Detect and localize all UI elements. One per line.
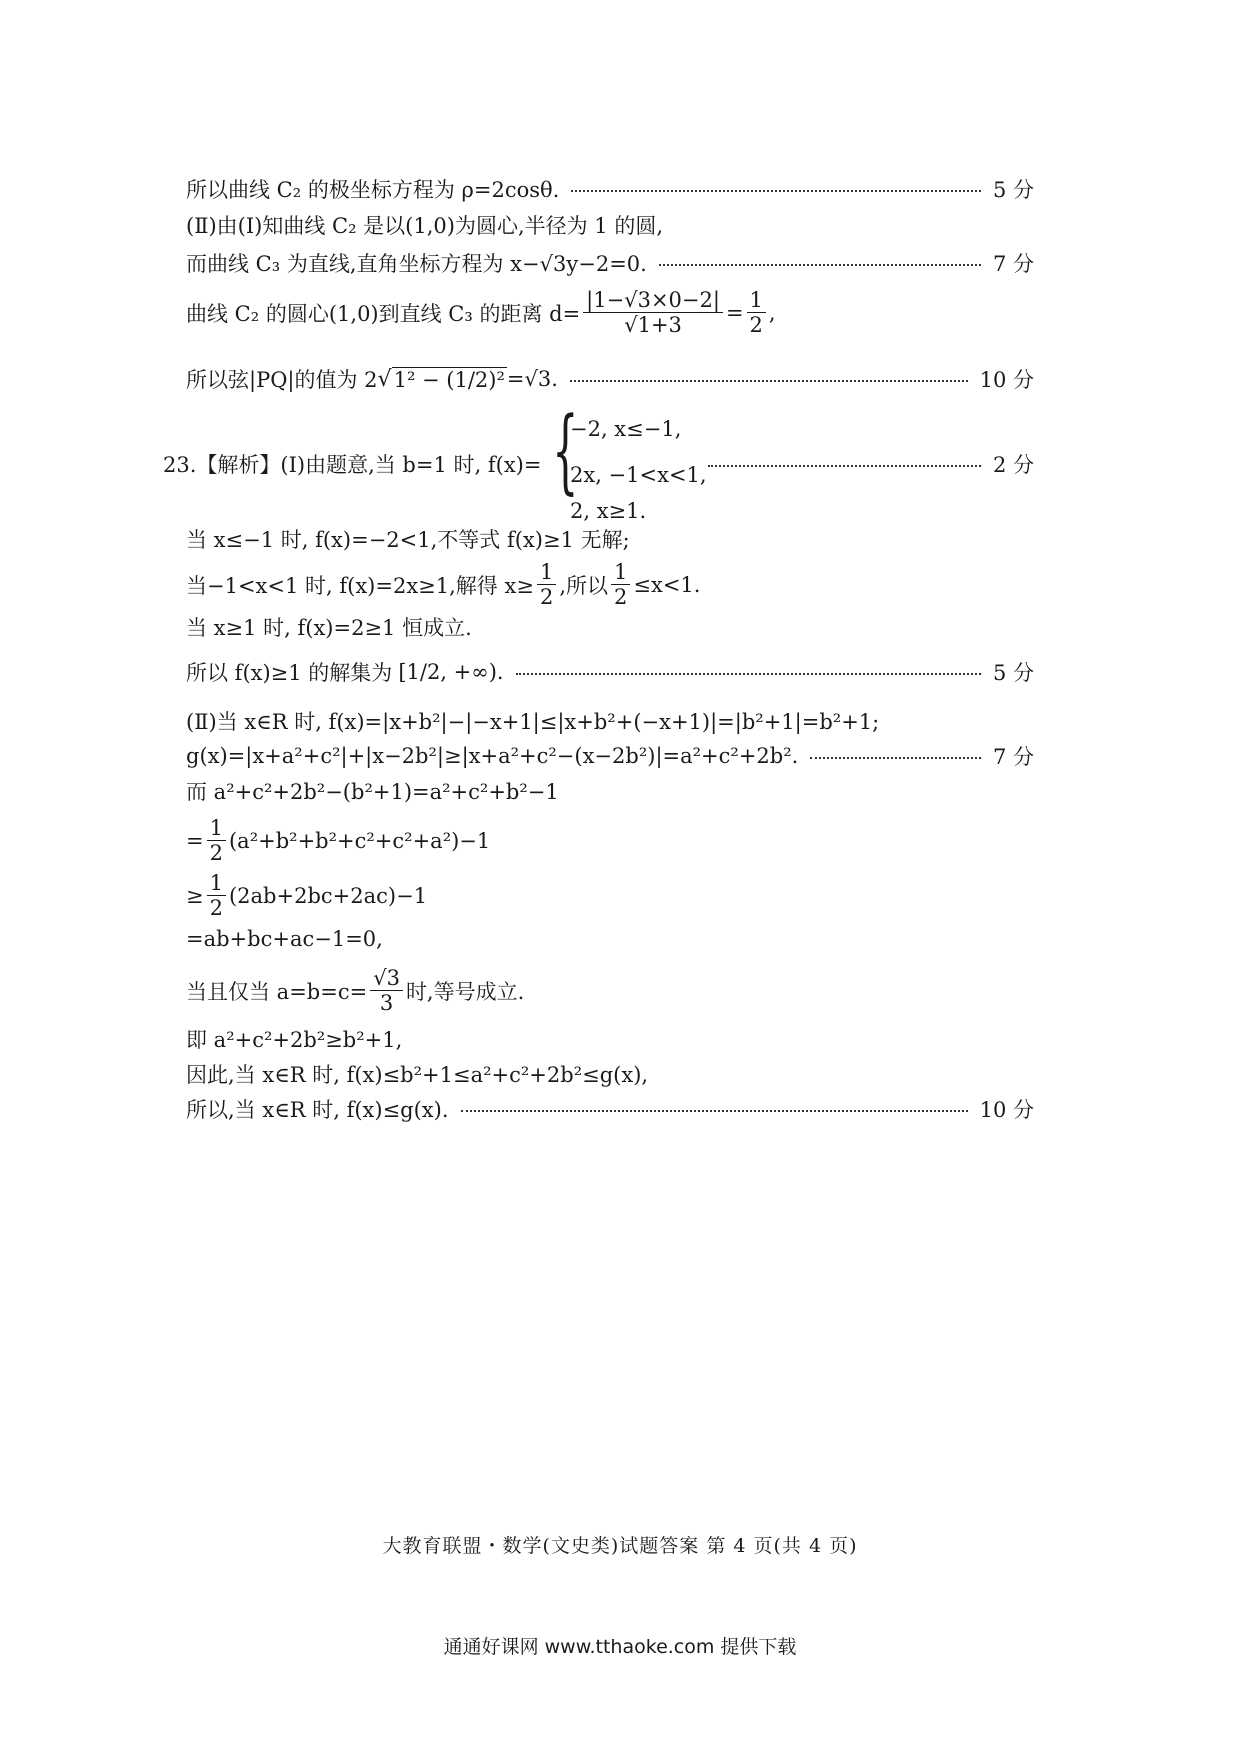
score-label: 7 分 xyxy=(992,252,1034,276)
answer-tail: ≤x<1. xyxy=(633,572,701,597)
score-label: 10 分 xyxy=(979,1098,1034,1122)
question-label: 23.【解析】(Ⅰ)由题意,当 b=1 时, f(x)= xyxy=(163,453,542,477)
fraction xyxy=(370,966,403,1015)
answer-tail: (2ab+2bc+2ac)−1 xyxy=(228,883,428,908)
answer-text: ≥ xyxy=(186,883,204,908)
fraction-numerator: 1 xyxy=(207,871,226,896)
answer-text: ,所以 xyxy=(559,573,608,598)
formula-prefix: 曲线 C₂ 的圆心(1,0)到直线 C₃ 的距离 d= xyxy=(186,301,581,326)
fraction-denominator: 2 xyxy=(209,841,223,866)
answer-line: 而 a²+c²+2b²−(b²+1)=a²+c²+b²−1 xyxy=(186,780,559,804)
score-label: 7 分 xyxy=(992,745,1034,769)
case-row: 2, x≥1. xyxy=(570,499,647,523)
case-row: 2x, −1<x<1, xyxy=(570,463,707,487)
score-label: 2 分 xyxy=(992,453,1034,477)
answer-text: 而曲线 C₃ 为直线,直角坐标方程为 x−√3y−2=0. xyxy=(186,252,647,276)
sqrt-sign: √ xyxy=(377,366,392,392)
leader-dots xyxy=(516,673,981,675)
answer-line: 即 a²+c²+2b²≥b²+1, xyxy=(186,1028,403,1052)
answer-line: (Ⅱ)由(Ⅰ)知曲线 C₂ 是以(1,0)为圆心,半径为 1 的圆, xyxy=(186,214,664,238)
score-label: 5 分 xyxy=(992,661,1034,685)
leader-dots xyxy=(571,190,981,192)
answer-line xyxy=(186,816,490,865)
fraction-denominator: √1+3 xyxy=(624,313,682,338)
case-row: −2, x≤−1, xyxy=(570,417,682,441)
equals-sign: = xyxy=(725,300,744,325)
score-label: 10 分 xyxy=(979,368,1034,392)
fraction-denominator: 2 xyxy=(614,585,628,610)
answer-line xyxy=(186,741,1034,771)
fraction xyxy=(207,816,226,865)
answer-tail: (a²+b²+b²+c²+c²+a²)−1 xyxy=(228,828,491,853)
answer-text: 所以,当 x∈R 时, f(x)≤g(x). xyxy=(186,1098,449,1122)
leader-dots xyxy=(810,757,981,759)
answer-tail: =√3. xyxy=(506,367,558,391)
answer-line: 当 x≤−1 时, f(x)=−2<1,不等式 f(x)≥1 无解; xyxy=(186,528,630,552)
answer-line xyxy=(186,560,700,609)
brace-icon: { xyxy=(552,397,579,504)
answer-line xyxy=(186,657,1034,687)
answer-text: = xyxy=(186,828,204,853)
leader-dots xyxy=(461,1110,968,1112)
answer-tail: 时,等号成立. xyxy=(405,979,525,1004)
answer-text: 当−1<x<1 时, f(x)=2x≥1,解得 x≥ xyxy=(186,573,534,598)
fraction-numerator: √3 xyxy=(370,966,403,991)
answer-text: 所以曲线 C₂ 的极坐标方程为 ρ=2cosθ. xyxy=(186,178,560,202)
answer-line xyxy=(186,174,1034,204)
answer-line xyxy=(186,966,524,1015)
answer-line: 当 x≥1 时, f(x)=2≥1 恒成立. xyxy=(186,616,472,640)
fraction-denominator: 2 xyxy=(539,585,554,610)
leader-dots xyxy=(708,465,981,467)
answer-line: 因此,当 x∈R 时, f(x)≤b²+1≤a²+c²+2b²≤g(x), xyxy=(186,1063,649,1087)
leader-dots xyxy=(570,380,968,382)
answer-line xyxy=(186,1094,1034,1124)
fraction xyxy=(207,871,226,920)
download-credit: 通通好课网 www.tthaoke.com 提供下载 xyxy=(443,1636,797,1658)
answer-text: 所以弦|PQ|的值为 2 xyxy=(186,368,378,392)
solution-set: [1/2, +∞). xyxy=(398,660,504,684)
answer-line: =ab+bc+ac−1=0, xyxy=(186,927,383,951)
formula-tail: , xyxy=(768,300,776,325)
fraction xyxy=(611,560,630,609)
answer-text: 所以 f(x)≥1 的解集为 xyxy=(186,661,393,685)
answer-line xyxy=(186,364,1034,394)
page-footer: 大教育联盟・数学(文史类)试题答案 第 4 页(共 4 页) xyxy=(382,1535,858,1557)
answer-line: (Ⅱ)当 x∈R 时, f(x)=|x+b²|−|−x+1|≤|x+b²+(−x+1)|=|b²+1|=b²+1; xyxy=(186,710,880,734)
fraction-denominator: 3 xyxy=(379,991,394,1016)
answer-line xyxy=(186,871,427,920)
fraction-numerator: 1 xyxy=(747,288,766,313)
fraction-numerator: |1−√3×0−2| xyxy=(583,288,723,313)
fraction-numerator: 1 xyxy=(537,560,556,585)
answer-text: 当且仅当 a=b=c= xyxy=(186,979,368,1004)
distance-formula xyxy=(186,288,776,337)
fraction xyxy=(537,560,556,609)
fraction-numerator: 1 xyxy=(611,560,630,585)
fraction-denominator: 2 xyxy=(209,896,223,921)
answer-text: g(x)=|x+a²+c²|+|x−2b²|≥|x+a²+c²−(x−2b²)|=a²+c²+2b². xyxy=(186,744,799,768)
result-fraction xyxy=(747,288,766,337)
fraction-denominator: 2 xyxy=(749,313,763,338)
answer-line xyxy=(186,248,1034,278)
sqrt-radicand: 1² − (1/2)² xyxy=(393,367,505,392)
fraction-numerator: 1 xyxy=(207,816,226,841)
leader-dots xyxy=(659,264,981,266)
distance-fraction xyxy=(583,288,723,337)
score-label: 5 分 xyxy=(992,178,1034,202)
